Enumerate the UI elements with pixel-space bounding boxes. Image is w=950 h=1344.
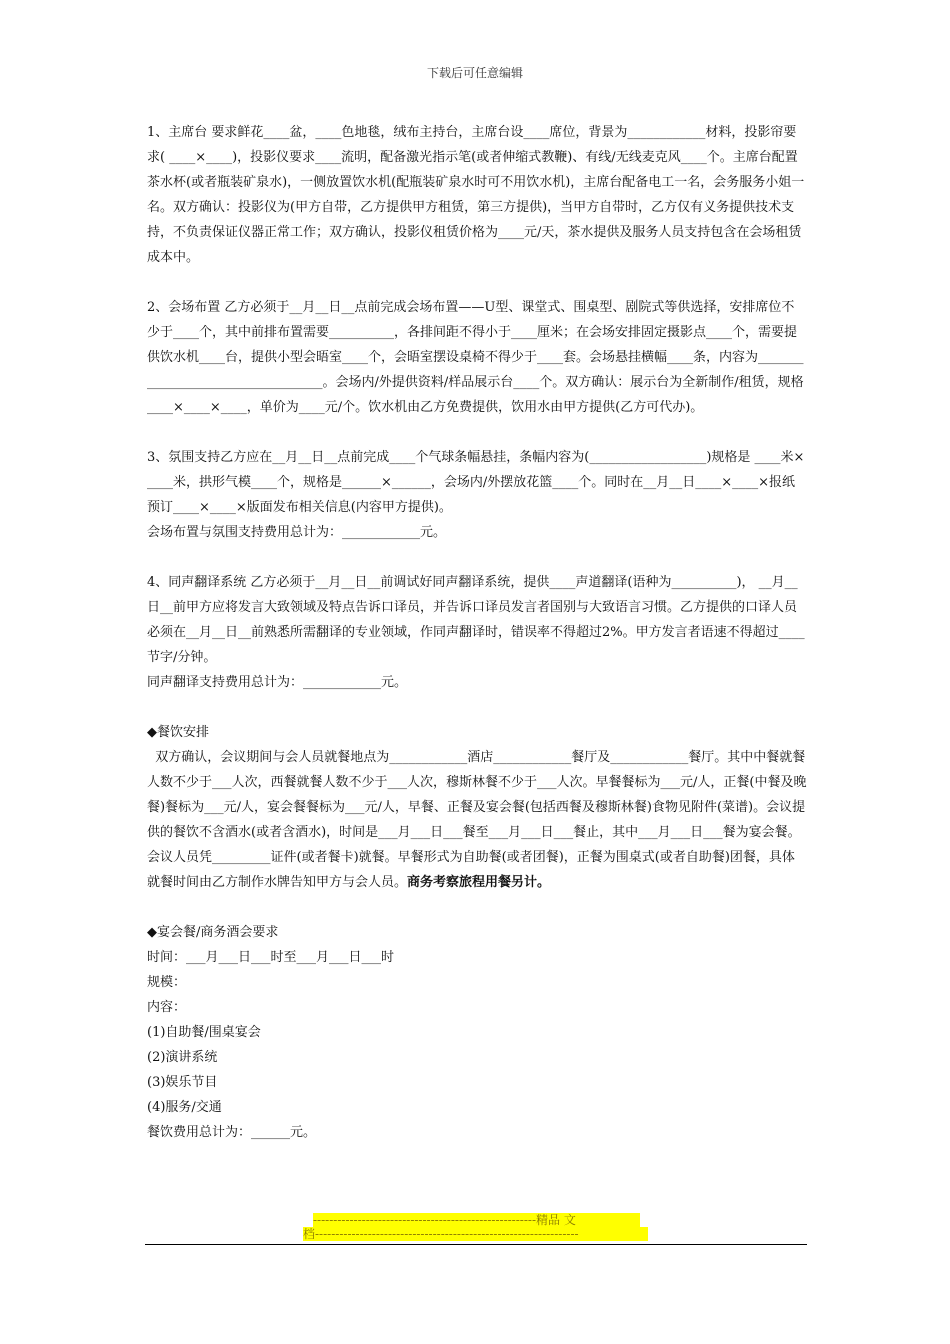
section-interpretation: 4、同声翻译系统 乙方必须于__月__日__前调试好同声翻译系统，提供____声道翻译(语种为__________)， __月__日__前甲方应将发言大致领域及特点告诉口译员，并告诉口译员发言者国别与大致语言习惯。乙方提供的口译人员必须在__月__日__前熟悉所需翻译的专业领域，作同声翻译时，错误率不得超过2%。甲方发言者语速不得超过____节字/分钟。 [147,575,805,665]
footer-line-1: -------------------------------------------------------精品 文 [313,1213,640,1227]
banquet-line: 时间：___月___日___时至___月___日___时 [147,950,395,965]
banquet-heading: ◆宴会餐/商务酒会要求 [147,925,279,940]
catering-heading: ◆餐饮安排 [147,725,209,740]
banquet-line: (2)演讲系统 [147,1050,218,1065]
section-atmosphere: 3、氛围支持乙方应在__月__日__点前完成____个气球条幅悬挂，条幅内容为(__________________)规格是 ____米×____米，拱形气模____个，规格是______×______，会场内/外摆放花篮____个。同时在__月__日____×____×报纸预订____×____×版面发布相关信息(内容甲方提供)。 [147,450,805,515]
catering-bold-note: 商务考察旅程用餐另计。 [407,875,551,890]
atmosphere-total: 会场布置与氛围支持费用总计为：____________元。 [147,525,447,540]
catering-paragraph [147,745,807,895]
section-venue-layout: 2、会场布置 乙方必须于__月__日__点前完成会场布置——U型、课堂式、围桌型、剧院式等供选择，安排席位不少于____个，其中前排布置需要__________，各排间距不得小于____厘米；在会场安排固定摄影点____个，需要提供饮水机____台，提供小型会晤室____个，会晤室摆设桌椅不得少于____套。会场悬挂横幅____条，内容为__________________________________。会场内/外提供资料/样品展示台____个。双方确认：展示台为全新制作/租赁，规格____×____×____，单价为____元/个。饮水机由乙方免费提供，饮用水由甲方提供(乙方可代办)。 [147,300,804,415]
banquet-line: (1)自助餐/围桌宴会 [147,1025,261,1040]
footer-watermark [303,1213,650,1241]
banquet-line: 规模： [147,975,187,990]
catering-body: 双方确认，会议期间与会人员就餐地点为____________酒店____________餐厅及____________餐厅。其中中餐就餐人数不少于___人次，西餐就餐人数不少于___人次，穆斯林餐不少于___人次。早餐餐标为___元/人，正餐(中餐及晚餐)餐标为___元/人，宴会餐餐标为___元/人，早餐、正餐及宴会餐(包括西餐及穆斯林餐)食物见附件(菜谱)。会议提供的餐饮不含酒水(或者含酒水)，时间是___月___日___餐至___月___日___餐止，其中___月___日___餐为宴会餐。会议人员凭_________证件(或者餐卡)就餐。早餐形式为自助餐(或者团餐)，正餐为围桌式(或者自助餐)团餐，具体就餐时间由乙方制作水牌告知甲方与会人员。 [147,750,807,890]
banquet-line: (4)服务/交通 [147,1100,222,1115]
banquet-line: (3)娱乐节目 [147,1075,218,1090]
page-header: 下载后可任意编辑 [426,66,523,80]
banquet-line: 餐饮费用总计为：______元。 [147,1125,317,1140]
banquet-line: 内容： [147,1000,187,1015]
interpretation-total: 同声翻译支持费用总计为：____________元。 [147,675,408,690]
section-presidium: 1、主席台 要求鲜花____盆，____色地毯，绒布主持台，主席台设____席位，背景为____________材料，投影帘要求( ____×____)，投影仪要求____流明，配备激光指示笔(或者伸缩式教鞭)、有线/无线麦克风____个。主席台配置茶水杯(或者瓶装矿泉水)，一侧放置饮水机(配瓶装矿泉水时可不用饮水机)，主席台配备电工一名，会务服务小姐一名。双方确认：投影仪为(甲方自带，乙方提供甲方租赁，第三方提供)，当甲方自带时，乙方仅有义务提供技术支持，不负责保证仪器正常工作；双方确认，投影仪租赁价格为____元/天，茶水提供及服务人员支持包含在会场租赁成本中。 [147,125,805,265]
footer-divider [145,1244,807,1245]
footer-line-2: 档----------------------------------------------------------------- [303,1227,648,1241]
document-body [147,120,807,1145]
